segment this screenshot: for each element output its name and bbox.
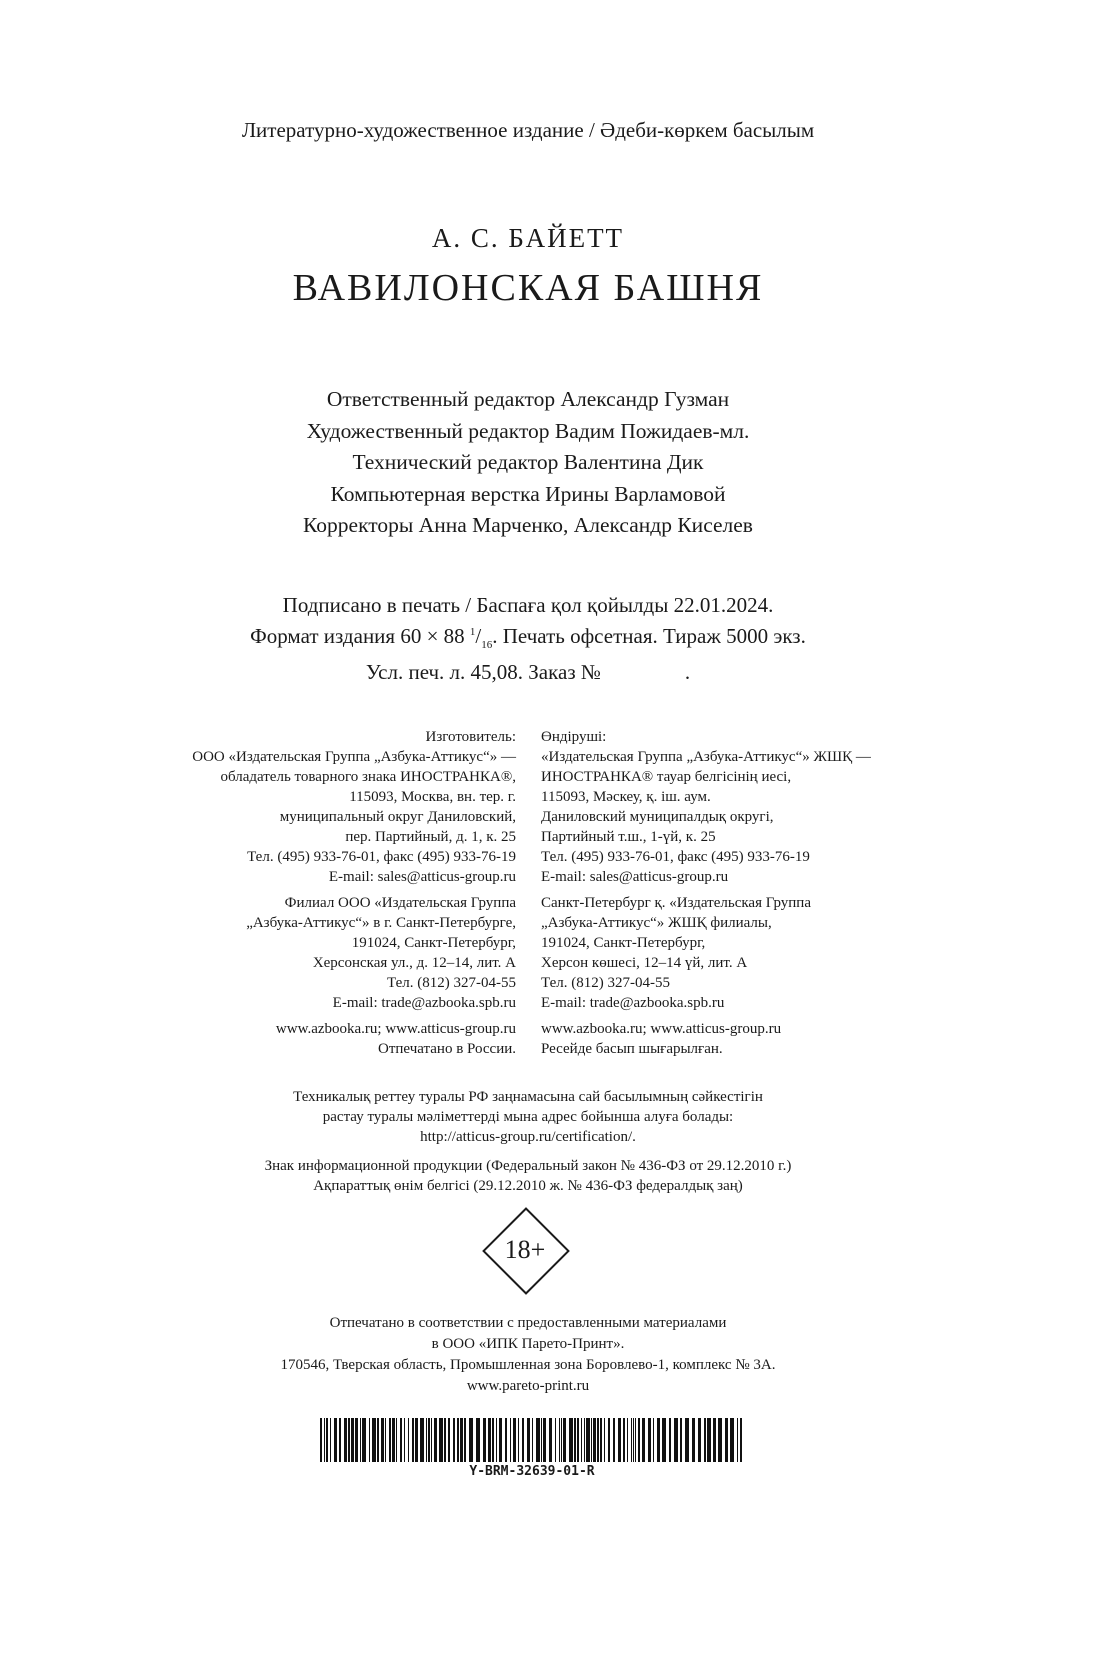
credit-line: Технический редактор Валентина Дик [352, 450, 704, 474]
text-line: муниципальный округ Даниловский, [279, 809, 516, 825]
book-title: ВАВИЛОНСКАЯ БАШНЯ [292, 267, 764, 309]
format-prefix: Формат издания 60 × 88 [250, 624, 470, 648]
text-line: Отпечатано в России. [378, 1041, 516, 1057]
barcode-bar [555, 1418, 556, 1462]
barcode-bar [536, 1418, 540, 1462]
barcode-bar [680, 1418, 682, 1462]
barcode-bar [339, 1418, 341, 1462]
barcode-bar [559, 1418, 560, 1462]
barcode-bar [362, 1418, 366, 1462]
barcode-bar [600, 1418, 602, 1462]
print-info-block [0, 592, 1056, 686]
barcode-bar [326, 1418, 328, 1462]
barcode-bar [513, 1418, 516, 1462]
barcode-bar [464, 1418, 466, 1462]
manufacturer-kz [541, 727, 961, 1065]
credit-line: Компьютерная верстка Ирины Варламовой [330, 481, 726, 506]
barcode-bar [713, 1418, 716, 1462]
manufacturer-ru-branch [96, 893, 516, 1013]
manufacturer-ru [96, 727, 516, 1065]
barcode-bar [737, 1418, 738, 1462]
barcode-bar [685, 1418, 689, 1462]
barcode-bar [428, 1418, 430, 1462]
barcode-bar [431, 1418, 432, 1462]
text-line: ИНОСТРАНКА® тауар белгісінің иесі, [541, 769, 792, 785]
barcode-bar [674, 1418, 678, 1462]
text-line: Херсонская ул., д. 12–14, лит. А [312, 955, 516, 971]
barcode-bar [569, 1418, 573, 1462]
barcode-bar [574, 1418, 576, 1462]
sheets-text: Усл. печ. л. 45,08. Заказ № [365, 660, 601, 685]
manufacturer-kz-branch [541, 893, 961, 1013]
barcode-bar [653, 1418, 654, 1462]
barcode-bar [707, 1418, 711, 1462]
barcode-bar [420, 1418, 424, 1462]
barcode-bar [510, 1418, 511, 1462]
barcode-bar [360, 1418, 361, 1462]
barcode-bar [499, 1418, 502, 1462]
signed-to-print: Подписано в печать / Баспаға қол қойылды 22.01.2024. [282, 593, 774, 617]
barcode-bar [662, 1418, 666, 1462]
barcode-bar [522, 1418, 524, 1462]
barcode-bar [704, 1418, 706, 1462]
author-name: А. С. БАЙЕТТ [431, 223, 625, 253]
barcode-bar [591, 1418, 592, 1462]
manufacturer-kz-web [541, 1019, 961, 1059]
barcode-bar [657, 1418, 660, 1462]
barcode-bar [597, 1418, 599, 1462]
barcode-bar [623, 1418, 625, 1462]
text-line: „Азбука-Аттикус“» ЖШҚ филиалы, [541, 915, 772, 931]
credit-line: Корректоры Анна Марченко, Александр Киселев [303, 513, 753, 537]
barcode-bar [434, 1418, 437, 1462]
barcode-bar [692, 1418, 695, 1462]
barcode-bar [604, 1418, 605, 1462]
text-line: Отпечатано в соответствии с предоставленными материалами [329, 1315, 727, 1331]
text-line: 191024, Санкт-Петербург, [351, 935, 516, 951]
barcode-bar [698, 1418, 701, 1462]
barcode-bar [385, 1418, 386, 1462]
barcode-bar [448, 1418, 450, 1462]
barcode-bar [372, 1418, 376, 1462]
barcode-bar [608, 1418, 610, 1462]
barcode-bar [561, 1418, 562, 1462]
text-line: пер. Партийный, д. 1, к. 25 [345, 829, 516, 845]
barcode-bar [381, 1418, 384, 1462]
sheets-end: . [684, 660, 691, 685]
credit-line: Ответственный редактор Александр Гузман [326, 387, 730, 411]
format-numerator: 1 [469, 626, 476, 638]
text-line: обладатель товарного знака ИНОСТРАНКА®, [220, 769, 516, 785]
text-line: 191024, Санкт-Петербург, [541, 935, 706, 951]
text-line: 115093, Мәскеу, қ. іш. аум. [541, 789, 711, 805]
barcode-bar [453, 1418, 455, 1462]
text-line: Знак информационной продукции (Федеральный закон № 436-ФЗ от 29.12.2010 г.) [264, 1158, 792, 1174]
age-rating-badge [483, 1208, 567, 1292]
barcode-bar [344, 1418, 347, 1462]
barcode-bar [392, 1418, 395, 1462]
barcode-bar [404, 1418, 405, 1462]
barcode-bar [648, 1418, 651, 1462]
text-line: 170546, Тверская область, Промышленная зона Боровлево-1, комплекс № 3А. [280, 1357, 776, 1373]
barcode-bar [642, 1418, 645, 1462]
manufacturer-kz-main [541, 727, 961, 887]
barcode-bar [613, 1418, 615, 1462]
text-line: растау туралы мәліметтерді мына адрес бойынша алуға болады: [322, 1109, 734, 1125]
text-line: Тел. (812) 327-04-55 [541, 975, 670, 991]
barcode-bar [377, 1418, 379, 1462]
text-line: Техникалық реттеу туралы РФ заңнамасына сай басылымның сәйкестігін [293, 1089, 763, 1105]
text-line: Филиал ООО «Издательская Группа [284, 895, 516, 911]
barcode-bar [633, 1418, 634, 1462]
text-line: Херсон көшесі, 12–14 үй, лит. А [541, 955, 748, 971]
text-line: ООО «Издательская Группа „Азбука-Аттикус“» — [192, 749, 516, 765]
barcode-bar [426, 1418, 427, 1462]
credit-line: Художественный редактор Вадим Пожидаев-мл. [306, 418, 750, 443]
info-law-block [0, 1156, 1056, 1196]
barcode-bar [543, 1418, 546, 1462]
barcode-code: Y-BRM-32639-01-R [469, 1464, 595, 1479]
barcode-bar [483, 1418, 486, 1462]
text-line: «Издательская Группа „Азбука-Аттикус“» ЖШҚ — [541, 749, 871, 765]
text-line: Тел. (812) 327-04-55 [387, 975, 516, 991]
barcode-bar [618, 1418, 621, 1462]
barcode-bar [412, 1418, 414, 1462]
barcode-bar [669, 1418, 671, 1462]
barcode-bar [444, 1418, 446, 1462]
text-line: Ресейде басып шығарылған. [541, 1041, 723, 1057]
barcode-bar [348, 1418, 350, 1462]
text-line: E-mail: trade@azbooka.spb.ru [541, 995, 725, 1011]
manufacturer-ru-main [96, 727, 516, 887]
text-line: Тел. (495) 933-76-01, факс (495) 933-76-19 [541, 849, 810, 865]
barcode-bar [631, 1418, 632, 1462]
barcode-bar [638, 1418, 640, 1462]
barcode-bar [627, 1418, 628, 1462]
barcode-bar [408, 1418, 409, 1462]
barcode-bar [725, 1418, 728, 1462]
barcode-bar [457, 1418, 459, 1462]
text-line: в ООО «ИПК Парето-Принт». [431, 1336, 625, 1352]
text-line: E-mail: sales@atticus-group.ru [328, 869, 516, 885]
text-line: E-mail: trade@azbooka.spb.ru [332, 995, 516, 1011]
barcode-bar [396, 1418, 397, 1462]
barcode-bar [496, 1418, 497, 1462]
credits-block [0, 384, 1056, 542]
barcode-bar [369, 1418, 370, 1462]
printed-by-block [0, 1313, 1056, 1397]
text-line: Изготовитель: [425, 729, 516, 745]
barcode-bar [334, 1418, 337, 1462]
text-line: www.azbooka.ru; www.atticus-group.ru [275, 1021, 516, 1037]
age-rating-label: 18+ [504, 1235, 546, 1264]
barcode-bar [324, 1418, 325, 1462]
text-line: Даниловский муниципалдық округі, [541, 809, 774, 825]
barcode-bar [330, 1418, 331, 1462]
barcode-bar [718, 1418, 722, 1462]
barcode-bar [320, 1418, 322, 1462]
barcode-bar [584, 1418, 585, 1462]
barcode-bar [586, 1418, 590, 1462]
barcode-bar [635, 1418, 636, 1462]
barcode-bar [518, 1418, 519, 1462]
text-line: Партийный т.ш., 1-үй, к. 25 [541, 829, 716, 845]
certification-link[interactable]: http://atticus-group.ru/certification/. [420, 1129, 636, 1145]
barcode-bar [488, 1418, 491, 1462]
barcode-bar [351, 1418, 354, 1462]
barcode-bar [549, 1418, 552, 1462]
format-suffix: . Печать офсетная. Тираж 5000 экз. [492, 624, 806, 648]
text-line: www.azbooka.ru; www.atticus-group.ru [541, 1021, 782, 1037]
certification-block [0, 1087, 1056, 1147]
barcode-bar [469, 1418, 473, 1462]
text-line: Санкт-Петербург қ. «Издательская Группа [541, 895, 811, 911]
text-line: 115093, Москва, вн. тер. г. [349, 789, 516, 805]
barcode-bar [389, 1418, 391, 1462]
barcode-bar [532, 1418, 533, 1462]
barcode-bar [460, 1418, 463, 1462]
printer-website[interactable]: www.pareto-print.ru [466, 1378, 590, 1394]
text-line: „Азбука-Аттикус“» в г. Санкт-Петербурге, [246, 915, 516, 931]
barcode-bar [527, 1418, 530, 1462]
text-line: Ақпараттық өнім белгісі (29.12.2010 ж. № 436-ФЗ федералдық заң) [313, 1178, 743, 1194]
format-denominator: 16 [481, 639, 493, 652]
sheets-line [0, 659, 1056, 686]
barcode-bar [593, 1418, 596, 1462]
manufacturer-ru-web [96, 1019, 516, 1059]
barcode-bar [400, 1418, 402, 1462]
barcode-bar [505, 1418, 507, 1462]
format-line [0, 619, 1056, 659]
barcode-bar [439, 1418, 443, 1462]
barcode-image [318, 1418, 746, 1462]
text-line: Тел. (495) 933-76-01, факс (495) 933-76-19 [247, 849, 516, 865]
barcode-bar [740, 1418, 742, 1462]
edition-type: Литературно-художественное издание / Әдеби-көркем басылым [241, 118, 815, 142]
barcode-bar [730, 1418, 734, 1462]
barcode-bar [492, 1418, 494, 1462]
barcode-bar [541, 1418, 542, 1462]
barcode-bar [581, 1418, 582, 1462]
barcode-bar [577, 1418, 579, 1462]
barcode-bar [355, 1418, 358, 1462]
barcode-bar [476, 1418, 480, 1462]
format-fraction: $^1/_{16}$ [469, 624, 493, 652]
barcode-bar [415, 1418, 418, 1462]
text-line: E-mail: sales@atticus-group.ru [541, 869, 729, 885]
text-line: Өндіруші: [541, 729, 607, 745]
barcode-bar [563, 1418, 566, 1462]
